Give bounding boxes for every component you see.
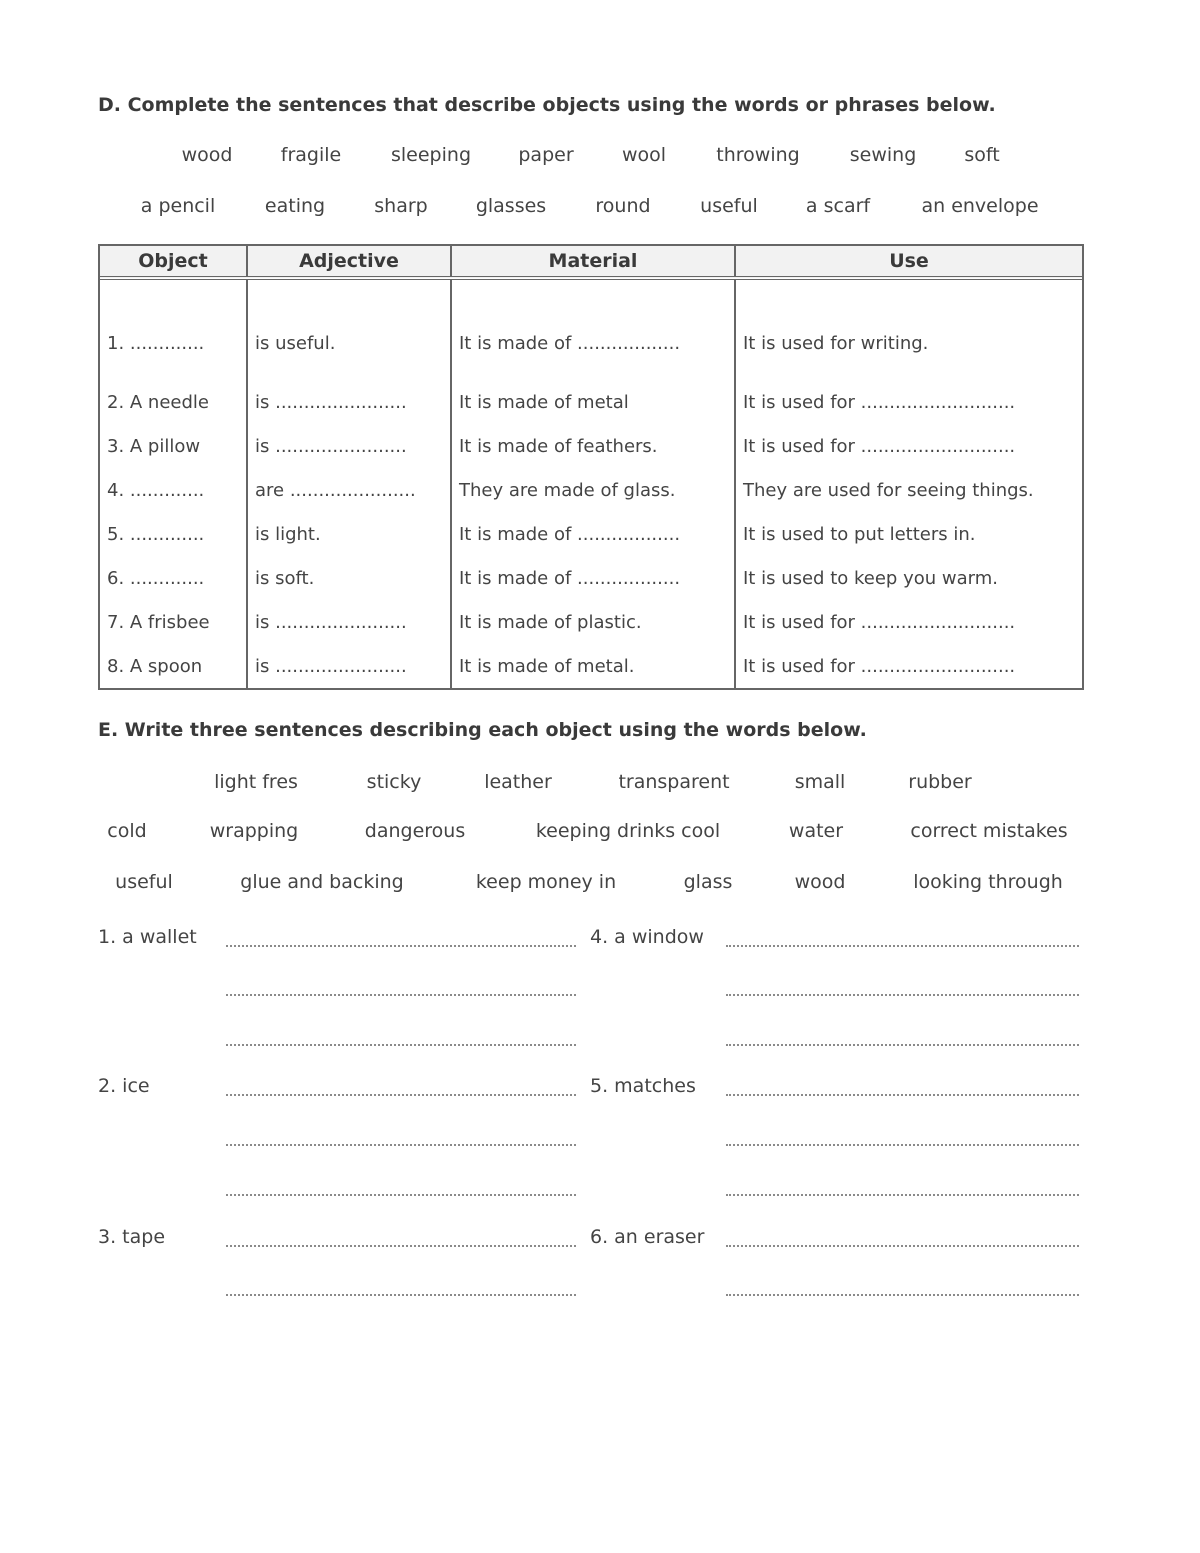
word-bank-d-item: sewing [849,144,917,166]
table-cell: is ....................... [247,424,451,468]
word-bank-e-item: wood [794,871,846,893]
table-cell: It is used to keep you warm. [743,567,998,589]
word-bank-d-item: glasses [475,195,547,217]
exercise-e-item-label: 2. ice [98,1075,150,1097]
word-bank-e-item: dangerous [364,820,466,842]
word-bank-d-item: throwing [716,144,800,166]
word-bank-d-item: sleeping [391,144,471,166]
word-bank-d-item: eating [264,195,326,217]
word-bank-e-item: cold [107,820,147,842]
section-e-heading: E. Write three sentences describing each object using the words below. [98,719,867,741]
exercise-e-item-label: 5. matches [590,1075,696,1097]
word-bank-d-item: fragile [280,144,342,166]
table-cell: It is used for ........................... [743,391,1016,413]
table-cell: 5. ............. [100,512,247,556]
word-bank-e-item: small [794,771,846,793]
word-bank-d-item: sharp [374,195,428,217]
table-row [100,424,1082,468]
table-cell: 4. ............. [100,468,247,512]
column-header-object: Object [100,246,247,278]
table-cell: It is made of plastic. [451,600,735,644]
table-cell: It is made of .................. [451,278,735,381]
answer-line[interactable] [726,1194,1079,1196]
table-cell: 2. A needle [100,381,247,425]
table-row [100,512,1082,556]
word-bank-e-item: rubber [908,771,972,793]
answer-line[interactable] [726,1245,1079,1247]
word-bank-e-item: transparent [618,771,730,793]
table-cell: It is used for ........................... [743,435,1016,457]
answer-line[interactable] [726,1294,1079,1296]
word-bank-d-item: soft [964,144,1000,166]
word-bank-d-item: wood [181,144,233,166]
table-cell: is soft. [247,556,451,600]
word-bank-d-item: a pencil [140,195,216,217]
table-cell: is light. [247,512,451,556]
table-cell: is ....................... [247,381,451,425]
table-cell: It is used for ........................... [743,655,1016,677]
table-header-row [100,246,1082,278]
answer-line[interactable] [226,1194,576,1196]
word-bank-e-item: correct mistakes [910,820,1068,842]
table-row [100,600,1082,644]
table-cell: It is made of .................. [451,556,735,600]
word-bank-e-item: sticky [366,771,422,793]
table-cell: is ....................... [247,600,451,644]
word-bank-d-item: a scarf [805,195,871,217]
column-header-material: Material [451,246,735,278]
table-row [100,381,1082,425]
answer-line[interactable] [726,945,1079,947]
table-cell: They are used for seeing things. [743,479,1034,501]
answer-line[interactable] [226,994,576,996]
table-cell: 8. A spoon [100,644,247,688]
table-cell: is useful. [247,278,451,381]
table-cell: It is used for writing. [743,332,929,354]
word-bank-d-item: an envelope [921,195,1039,217]
exercise-e-item-label: 1. a wallet [98,926,197,948]
answer-line[interactable] [226,945,576,947]
table-cell: It is used to put letters in. [743,523,976,545]
answer-line[interactable] [726,1144,1079,1146]
answer-line[interactable] [226,1094,576,1096]
table-cell: 3. A pillow [100,424,247,468]
table-cell: 7. A frisbee [100,600,247,644]
word-bank-d-item: round [595,195,651,217]
word-bank-e-item: glass [683,871,733,893]
table-row [100,644,1082,688]
table-row [100,278,1082,381]
word-bank-e-item: leather [484,771,552,793]
word-bank-e-item: water [788,820,844,842]
answer-line[interactable] [226,1044,576,1046]
answer-line[interactable] [226,1294,576,1296]
answer-line[interactable] [726,1044,1079,1046]
table-cell: It is made of metal. [451,644,735,688]
word-bank-e-item: light fres [214,771,298,793]
table-cell: is ....................... [247,644,451,688]
exercise-e-item-label: 4. a window [590,926,704,948]
table-cell: It is made of metal [451,381,735,425]
table-cell: It is made of .................. [451,512,735,556]
objects-table [98,244,1084,690]
table-cell: are ...................... [247,468,451,512]
answer-line[interactable] [726,994,1079,996]
exercise-e-item-label: 6. an eraser [590,1226,705,1248]
word-bank-e-item: looking through [913,871,1063,893]
exercise-e-item-label: 3. tape [98,1226,166,1248]
word-bank-e-item: wrapping [209,820,299,842]
section-d-heading: D. Complete the sentences that describe objects using the words or phrases below. [98,94,996,116]
word-bank-e-item: glue and backing [240,871,404,893]
word-bank-e-item: keep money in [475,871,617,893]
table-cell: 6. ............. [100,556,247,600]
table-cell: They are made of glass. [451,468,735,512]
table-cell: 1. ............. [100,278,247,381]
column-header-adjective: Adjective [247,246,451,278]
word-bank-d-item: paper [518,144,574,166]
table-cell: It is used for ........................... [743,611,1016,633]
word-bank-d-item: useful [700,195,758,217]
table-row [100,468,1082,512]
word-bank-e-item: useful [115,871,173,893]
table-row [100,556,1082,600]
table-cell: It is made of feathers. [451,424,735,468]
answer-line[interactable] [226,1144,576,1146]
answer-line[interactable] [726,1094,1079,1096]
column-header-use: Use [735,246,1082,278]
answer-line[interactable] [226,1245,576,1247]
word-bank-e-item: keeping drinks cool [535,820,721,842]
word-bank-d-item: wool [621,144,667,166]
